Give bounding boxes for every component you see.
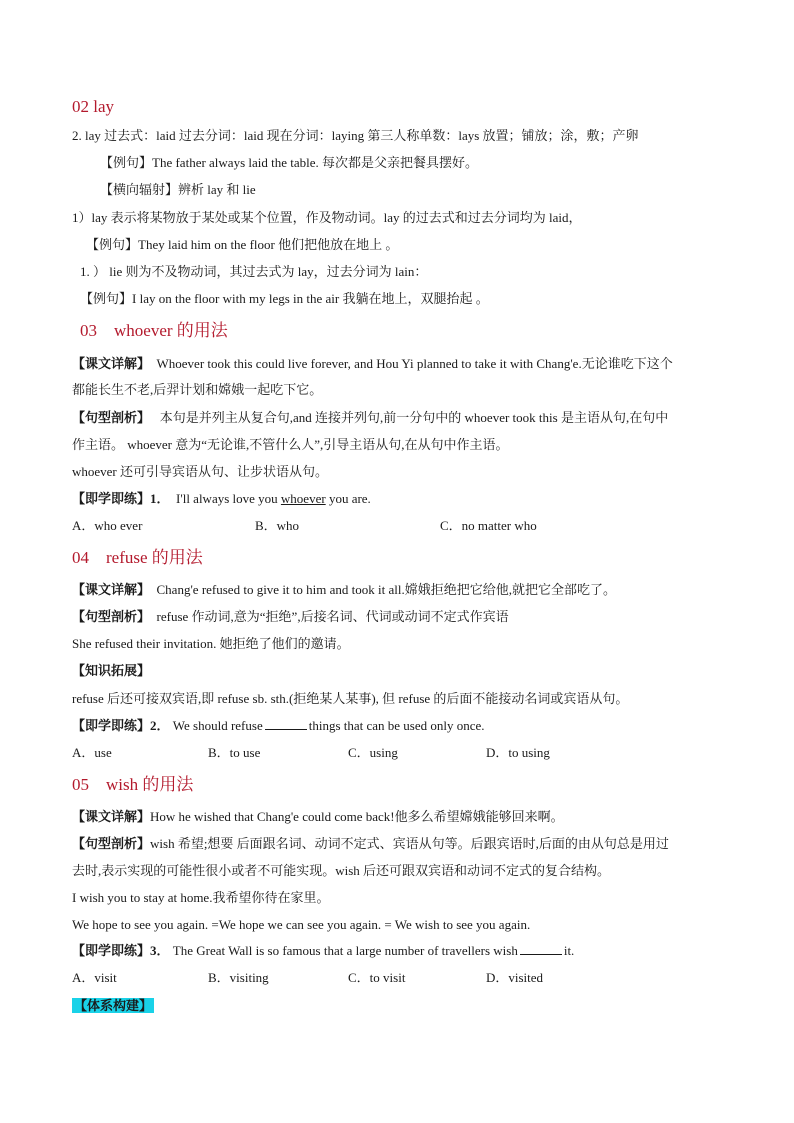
answer-blank xyxy=(265,717,307,730)
refuse-option-b: B．to use xyxy=(208,745,261,760)
whoever-practice-question: 【即学即练】1． I'll always love you whoever you are. xyxy=(72,491,371,506)
wish-text-explain: 【课文详解】How he wished that Chang'e could come back!他多么希望嫦娥能够回来啊。 xyxy=(72,809,564,824)
answer-blank xyxy=(520,942,562,955)
lay-transitive-line: 1）lay 表示将某物放于某处或某个位置，作及物动词。lay 的过去式和过去分词均为 laid， xyxy=(72,210,582,225)
refuse-knowledge-text: refuse 后还可接双宾语,即 refuse sb. sth.(拒绝某人某事), 但 refuse 的后面不能接动名词或宾语从句。 xyxy=(72,691,629,706)
refuse-practice-question: 【即学即练】2． We should refuse things that can be used only once. xyxy=(72,718,485,733)
wish-structure-cont: 去时,表示实现的可能性很小或者不可能实现。wish 后还可跟双宾语和动词不定式的复合结构。 xyxy=(72,863,611,878)
section-04-title: 04 refuse 的用法 xyxy=(72,548,203,567)
wish-option-b: B．visiting xyxy=(208,970,269,985)
wish-structure: 【句型剖析】wish 希望;想要 后面跟名词、动词不定式、宾语从句等。后跟宾语时,后面的由从句总是用过 xyxy=(72,836,669,851)
wish-example-2: We hope to see you again. =We hope we can see you again. = We wish to see you again. xyxy=(72,917,531,932)
whoever-structure: 【句型剖析】 本句是并列主从复合句,and 连接并列句,前一分句中的 whoever took this 是主语从句,在句中 xyxy=(72,410,669,425)
refuse-option-c: C．using xyxy=(348,745,398,760)
lay-example-line: 【例句】The father always laid the table. 每次都是父亲把餐具摆好。 xyxy=(100,155,479,170)
lay-example-2-line: 【例句】They laid him on the floor 他们把他放在地上 。 xyxy=(86,237,399,252)
whoever-option-a: A．who ever xyxy=(72,518,143,533)
whoever-structure-cont: 作主语。 whoever 意为“无论谁,不管什么人”,引导主语从句,在从句中作主语。 xyxy=(72,437,509,452)
refuse-structure: 【句型剖析】 refuse 作动词,意为“拒绝”,后接名词、代词或动词不定式作宾语 xyxy=(72,609,509,624)
system-construction-tag: 【体系构建】 xyxy=(74,998,153,1013)
section-02-title: 02 lay xyxy=(72,97,115,116)
section-03-title: 03 whoever 的用法 xyxy=(80,321,228,340)
wish-option-c: C．to visit xyxy=(348,970,406,985)
section-05-title: 05 wish 的用法 xyxy=(72,775,194,794)
wish-option-d: D．visited xyxy=(486,970,544,985)
whoever-option-b: B．who xyxy=(255,518,300,533)
refuse-knowledge-tag: 【知识拓展】 xyxy=(72,663,151,678)
lay-forms-line: 2. lay 过去式：laid 过去分词：laid 现在分词：laying 第三人称单数：lays 放置；铺放；涂，敷；产卵 xyxy=(72,128,639,143)
refuse-example: She refused their invitation. 她拒绝了他们的邀请。 xyxy=(72,636,350,651)
refuse-option-a: A．use xyxy=(72,745,112,760)
whoever-text-explain-cont: 都能长生不老,后羿计划和嫦娥一起吃下它。 xyxy=(72,382,323,397)
refuse-option-d: D．to using xyxy=(486,745,550,760)
wish-option-a: A．visit xyxy=(72,970,117,985)
whoever-extra: whoever 还可引导宾语从句、让步状语从句。 xyxy=(72,464,329,479)
wish-example-1: I wish you to stay at home.我希望你待在家里。 xyxy=(72,890,330,905)
refuse-text-explain: 【课文详解】 Chang'e refused to give it to him and took it all.嫦娥拒绝把它给他,就把它全部吃了。 xyxy=(72,582,616,597)
whoever-option-c: C．no matter who xyxy=(440,518,537,533)
lie-intransitive-line: 1. ） lie 则为不及物动词，其过去式为 lay，过去分词为 lain： xyxy=(80,264,428,279)
lie-example-line: 【例句】I lay on the floor with my legs in the air 我躺在地上，双腿抬起 。 xyxy=(80,291,489,306)
wish-practice-question: 【即学即练】3． The Great Wall is so famous that a large number of travellers wish it. xyxy=(72,943,575,958)
whoever-text-explain: 【课文详解】 Whoever took this could live forever, and Hou Yi planned to take it with Chang'e.无论谁吃下这个 xyxy=(72,356,673,371)
lay-lie-compare-line: 【横向辐射】辨析 lay 和 lie xyxy=(100,182,256,197)
